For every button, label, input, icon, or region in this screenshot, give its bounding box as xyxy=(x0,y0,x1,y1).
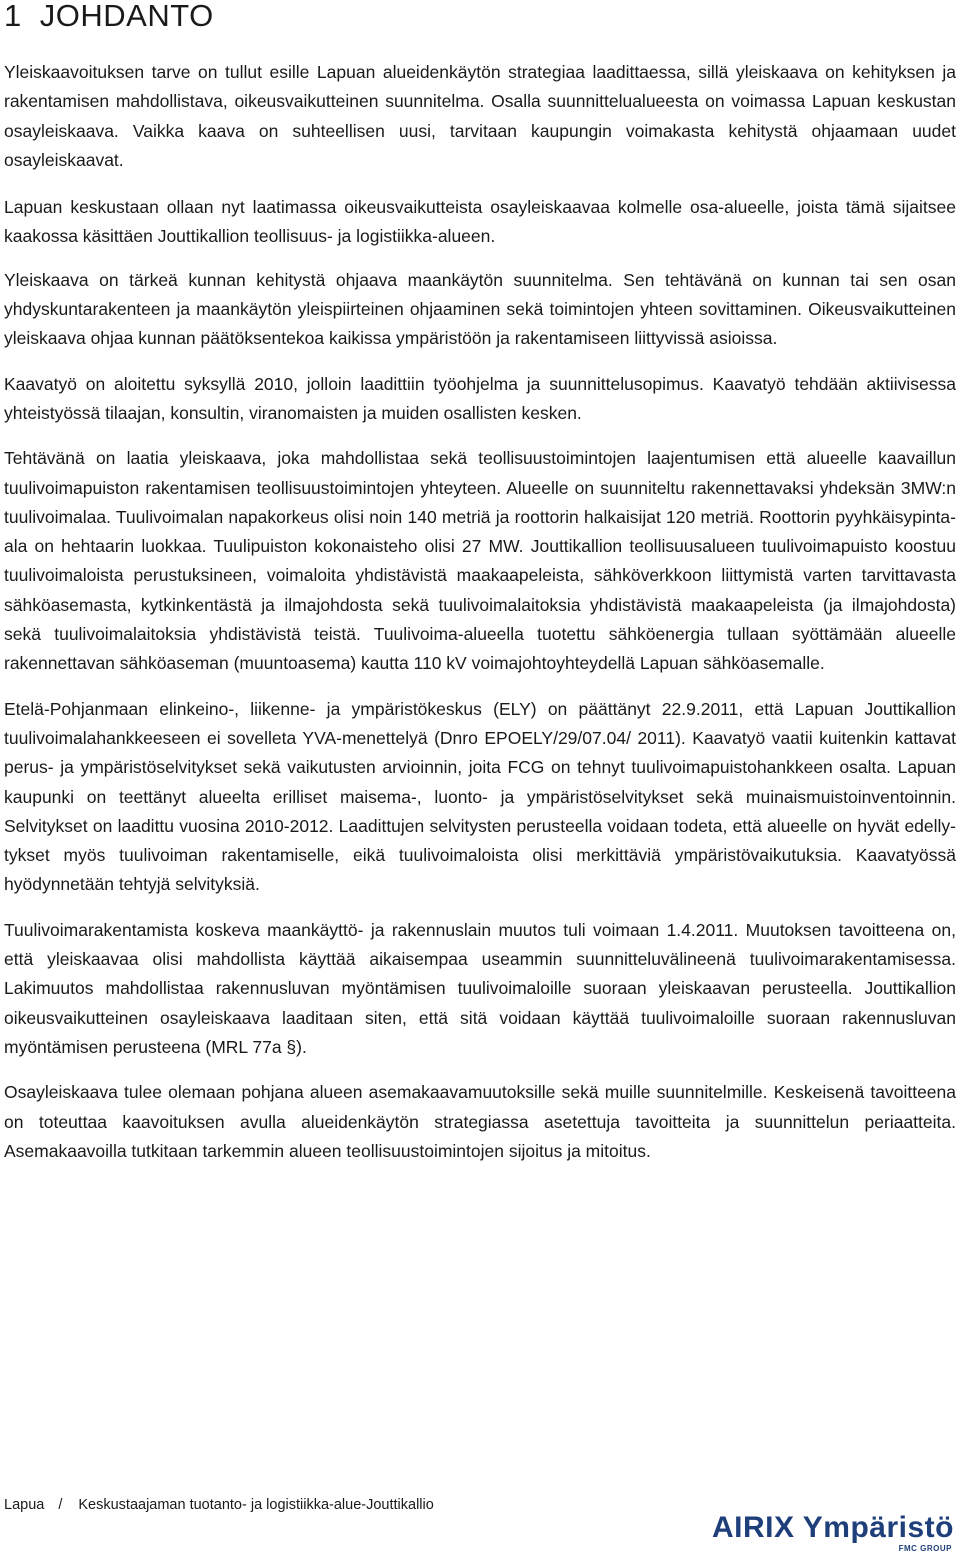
footer-project: Keskustaajaman tuotanto- ja logistiikka-alue-Jouttikallio xyxy=(78,1497,434,1513)
logo-wordmark: AIRIX Ympäristö xyxy=(711,1511,954,1544)
paragraph-task: Tehtävänä on laatia yleiskaava, joka mahdollistaa sekä teollisuustoimintojen laajentumisen että alueelle kaavaillun tuulivoimapuiston rakentamisen teollisuustoimintojen yhteyteen. Alueelle on suunniteltu rakennettavaksi yhdeksän 3MW:n tuulivoimalaa. Tuulivoimalan napakorkeus olisi noin 140 metriä ja roottorin halkaisijat 120 metriä. Roottorin pyyhkäisypinta-ala on hehtaarin luokkaa. Tuulipuiston kokonaisteho olisi 27 MW. Jouttikallion teollisuusalueen tuulivoimapuisto koostuu tuulivoimaloista perustuksineen, voimaloita yhdistävistä maakaapeleista, sähköverkkoon liittymistä varten tarvittavasta sähköasemasta, kytkinkentästä ja ilmajohdosta sekä tuulivoimalaitoksia yhdistävistä maakaapeleista (ja ilmajohdosta) sekä tuulivoimalaitoksia yhdistävistä teistä. Tuulivoima-alueella tuotettu sähköenergia tullaan syöttämään alueelle rakennettavan sähköaseman (muuntoasema) kautta 110 kV voimajohtoyhteydellä Lapuan sähköasemalle. xyxy=(4,448,956,674)
paragraph-law-change: Tuulivoimarakentamista koskeva maankäyttö- ja rakennuslain muutos tuli voimaan 1.4.2011. Muutoksen tavoitteena on, että yleiskaavaa olisi mahdollista käyttää aikaisempaa useammin suunnitteluvälineenä tuulivoimarakentamisessa. Lakimuutos mahdollistaa rakennusluvan myöntämisen tuulivoimaloille suoraan yleiskaavan perusteella. Jouttikallion oikeusvaikutteinen osayleiskaava laaditaan siten, että sitä voidaan käyttää tuulivoimaloille suoraan rakennusluvan myöntämisen perusteena (MRL 77a §). xyxy=(4,919,956,1057)
paragraph-general-plan: Yleiskaava on tärkeä kunnan kehitystä ohjaava maankäytön suunnitelma. Sen tehtävänä on kunnan tai sen osan yhdyskuntarakenteen ja maankäytön yleispiirteinen ohjaaminen sekä toimintojen yhteen sovittaminen. Oikeusvaikutteinen yleiskaava ohjaa kunnan päätöksentekoa kaikissa ympäristöön ja rakentamiseen liittyvissä asioissa. xyxy=(4,269,956,349)
footer-place: Lapua xyxy=(4,1497,45,1513)
paragraph-ely-decision: Etelä-Pohjanmaan elinkeino-, liikenne- ja ympäristökeskus (ELY) on päättänyt 22.9.2011, että Lapuan Jouttikallion tuulivoimalahankkeeseen ei sovelleta YVA-menettelyä (Dnro EPOELY/29/07.04/ 2011). Kaavatyö vaatii kuitenkin kattavat perus- ja ympäristöselvitykset sekä vaikutusten arvioinnin, joita FCG on tehnyt tuulivoimapuistohankkeen osalta. Lapuan kaupunki on teettänyt alueelta erilliset maisema-, luonto- ja ympäristöselvitykset sekä muinaismuistoinventoinnin. Selvitykset on laadittu vuosina 2010-2012. Laadittujen selvitysten perusteella voidaan todeta, että alueelle on hyvät edellytykset myös tuulivoiman rakentamiselle, eikä tuulivoimaloista olisi merkittäviä ympäristövaikutuksia. Kaavatyössä hyödynnetään tehtyjä selvityksiä. xyxy=(4,698,956,895)
company-logo xyxy=(712,1513,954,1554)
document-body xyxy=(4,58,956,1166)
paragraph-location: Lapuan keskustaan ollaan nyt laatimassa oikeusvaikutteista osayleiskaavaa kolmelle osa-alueelle, joista tämä sijaitsee kaakossa käsittäen Jouttikallion teollisuus- ja logistiikka-alueen. xyxy=(4,197,956,247)
paragraph-work-start: Kaavatyö on aloitettu syksyllä 2010, jolloin laadittiin työohjelma ja suunnittelusopimus. Kaavatyö tehdään aktiivisessa yhteistyössä tilaajan, konsultin, viranomaisten ja muiden osallisten kesken. xyxy=(4,373,956,423)
paragraph-goals: Osayleiskaava tulee olemaan pohjana alueen asemakaavamuutoksille sekä muille suunnitelmille. Keskeisenä tavoitteena on toteuttaa kaavoituksen avulla alueidenkäytön strategiassa asetettuja tavoitteita ja suunnittelun periaatteita. Asemakaavoilla tutkitaan tarkemmin alueen teollisuustoimintojen sijoitus ja mitoitus. xyxy=(4,1082,956,1161)
section-number: 1 xyxy=(4,0,22,33)
section-title: JOHDANTO xyxy=(39,0,214,33)
footer-separator: / xyxy=(58,1497,63,1513)
section-heading xyxy=(4,0,214,34)
page-footer xyxy=(4,1496,434,1514)
logo-subtext: FMC GROUP xyxy=(898,1544,952,1553)
paragraph-background: Yleiskaavoituksen tarve on tullut esille Lapuan alueidenkäytön strategiaa laadittaessa, sillä yleiskaava on kehityksen ja rakentamisen mahdollistava, oikeusvaikutteinen suunnitelma. Osalla suunnittelualueesta on voimassa Lapuan keskustan osayleiskaava. Vaikka kaava on suhteellisen uusi, tarvitaan kaupungin voimakasta kehitystä ohjaamaan uudet osayleiskaavat. xyxy=(4,62,956,170)
